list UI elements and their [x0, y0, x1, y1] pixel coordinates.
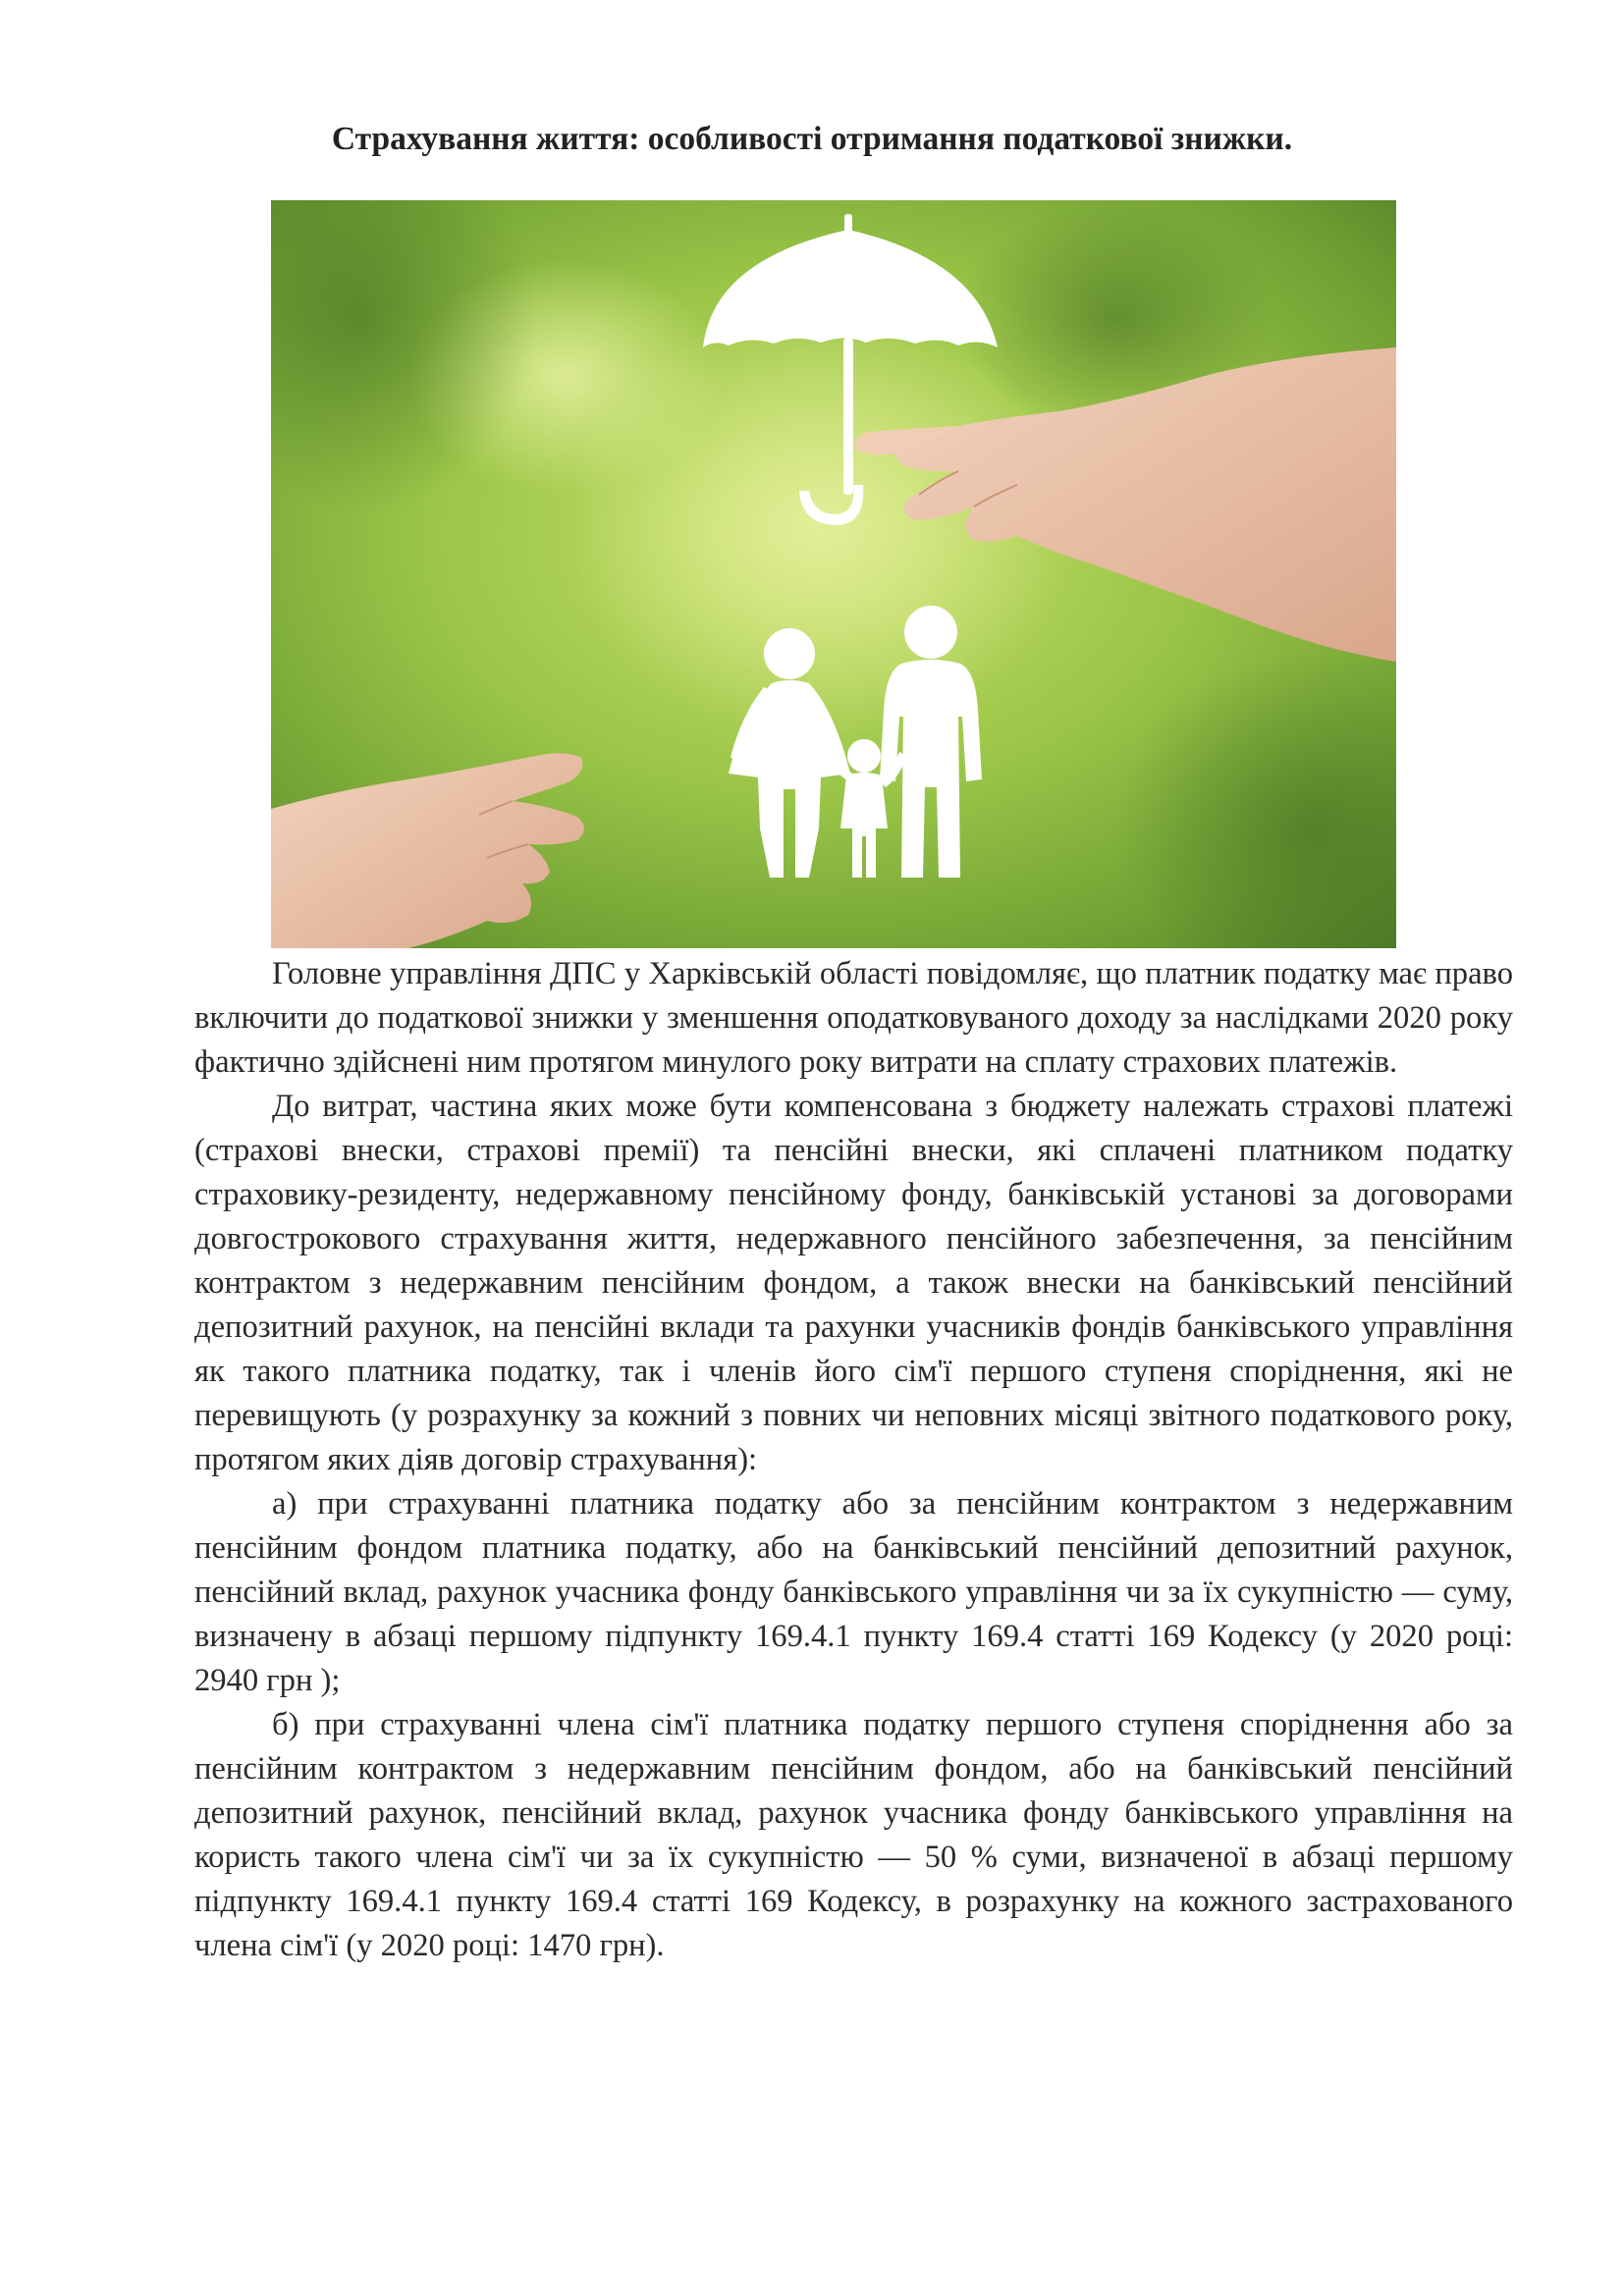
paragraph: а) при страхуванні платника податку або за пенсійним контрактом з недержавним пенсійним фондом платника податку, або на банківський пенсійний депозитний рахунок, пенсійний вклад, рахунок учасника фонду банківського управління чи за їх сукупністю — суму, визначену в абзаці першому підпункту 169.4.1 пункту 169.4 статті 169 Кодексу (у 2020 році: 2940 грн );: [194, 1486, 1513, 1698]
document-body: [194, 952, 1513, 1968]
paragraph: б) при страхуванні члена сім'ї платника податку першого ступеня споріднення або за пенсійним контрактом з недержавним пенсійним фондом, або на банківський пенсійний депозитний рахунок, пенсійний вклад, рахунок учасника фонду банківського управління на користь такого члена сім'ї чи за їх сукупністю — 50 % суми, визначеної в абзаці першому підпункту 169.4.1 пункту 169.4 статті 169 Кодексу, в розрахунку на кожного застрахованого члена сім'ї (у 2020 році: 1470 грн).: [194, 1707, 1513, 1963]
paragraph: Головне управління ДПС у Харківській області повідомляє, що платник податку має право включити до податкової знижки у зменшення оподатковуваного доходу за наслідками 2020 року фактично здійснені ним протягом минулого року витрати на сплату страхових платежів.: [194, 956, 1513, 1080]
umbrella-family-photo: [271, 200, 1396, 948]
document-title: Страхування життя: особливості отримання податкової знижки.: [331, 121, 1293, 157]
paragraph: До витрат, частина яких може бути компенсована з бюджету належать страхові платежі (страхові внески, страхові премії) та пенсійні внески, які сплачені платником податку страховику-резиденту, недержавному пенсійному фонду, банківській установі за договорами довгострокового страхування життя, недержавного пенсійного забезпечення, за пенсійним контрактом з недержавним пенсійним фондом, а також внески на банківський пенсійний депозитний рахунок, на пенсійні вклади та рахунки учасників фондів банківського управління як такого платника податку, так і членів його сім'ї першого ступеня споріднення, які не перевищують (у розрахунку за кожний з повних чи неповних місяці звітного податкового року, протягом яких діяв договір страхування):: [194, 1089, 1513, 1477]
umbrella-family-icon: [271, 200, 1396, 948]
